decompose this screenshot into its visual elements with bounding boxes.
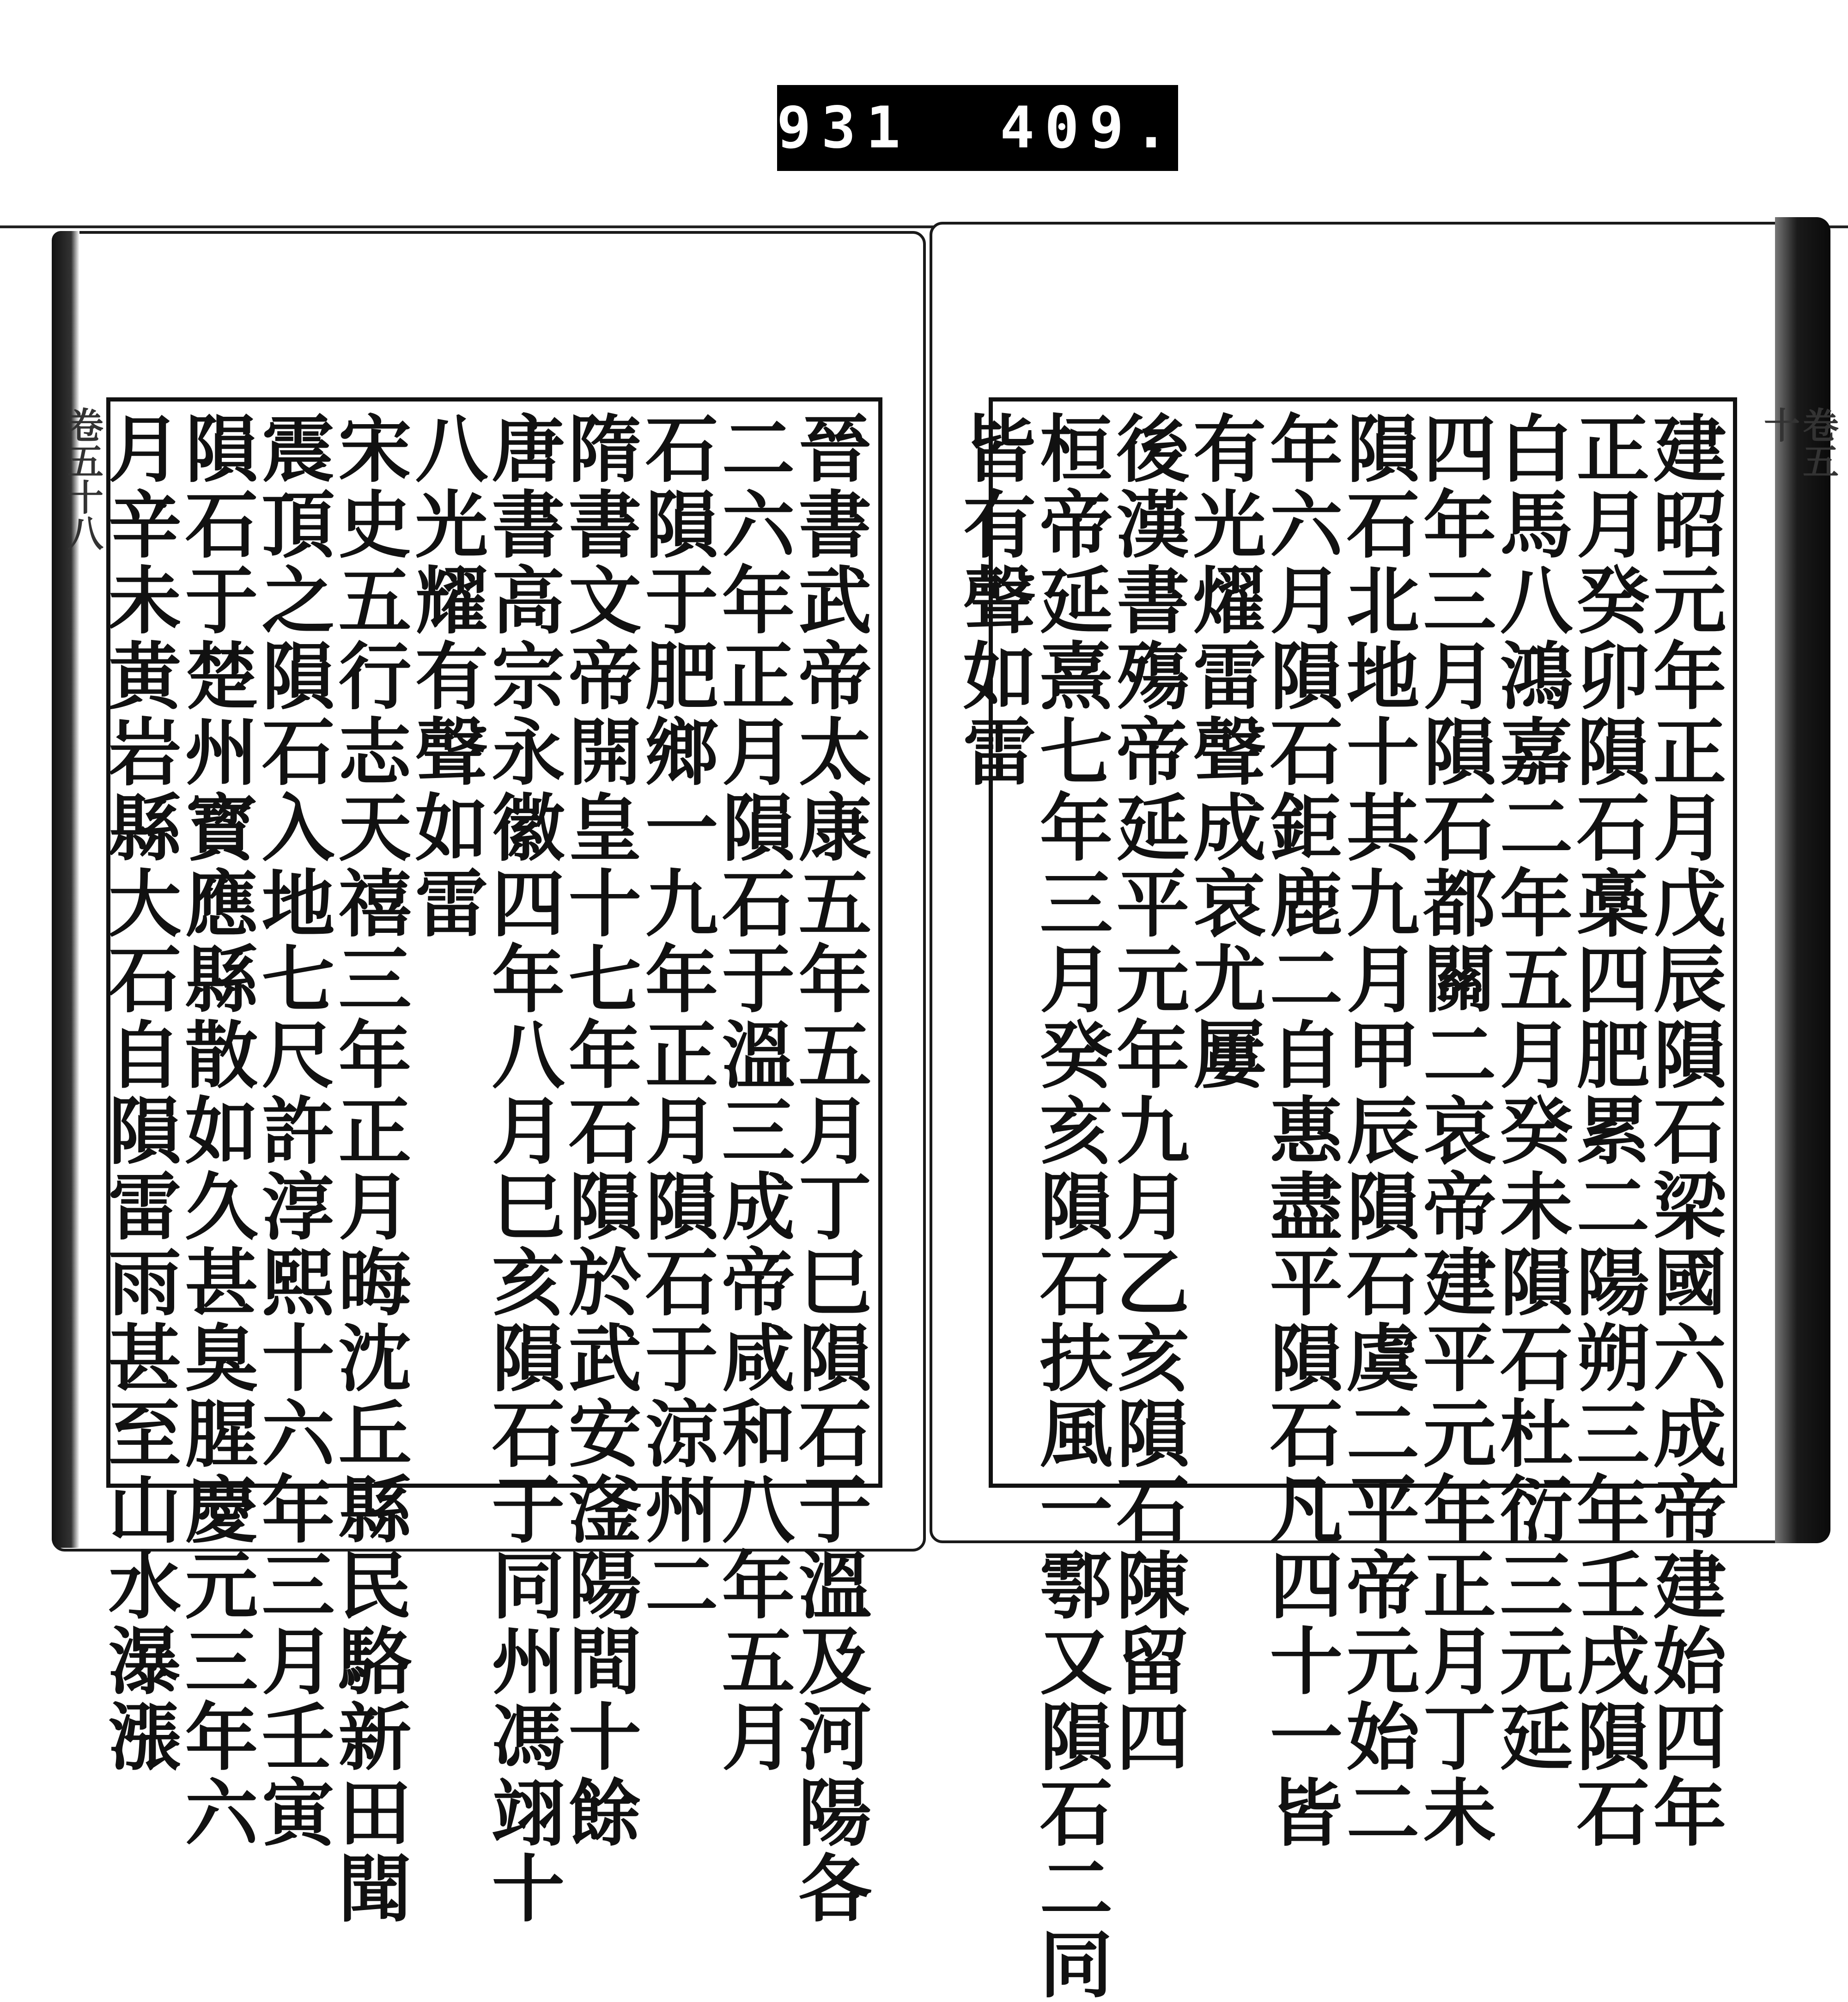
right-margin-heading: 卷五十	[1758, 407, 1839, 479]
catalogue-number: 931 409.	[777, 95, 1179, 161]
text-column: 年六月隕石鉅鹿二自惠盡平隕石凡四十一皆	[1258, 411, 1343, 1850]
text-column: 隋書文帝開皇十七年石隕於武安滏陽間十餘	[556, 411, 642, 1850]
right-text-frame	[951, 397, 1737, 2002]
text-column: 二六年正月隕石于溫三成帝咸和八年五月	[710, 411, 795, 1775]
text-column: 建昭元年正月戊辰隕石梁國六成帝建始四年	[1641, 411, 1726, 1850]
text-column: 有光燿雷聲成哀尤屢	[1181, 411, 1266, 1093]
text-column: 月辛未黄岩縣大石自隕雷雨甚至山水瀑漲	[96, 411, 182, 1775]
text-column: 後漢書殤帝延平元年九月乙亥隕石陳留四	[1104, 411, 1190, 1775]
text-column: 八光耀有聲如雷	[403, 411, 488, 941]
text-column: 石隕于肥鄉一九年正月隕石于涼州二	[633, 411, 718, 1623]
text-column: 震頂之隕石入地七尺許淳熙十六年三月壬寅	[249, 411, 335, 1850]
text-column: 桓帝延熹七年三月癸亥隕石扶風一鄠又隕石二同	[1027, 411, 1113, 2002]
text-column: 正月癸卯隕石槀四肥累二陽朔三年壬戌隕石	[1564, 411, 1650, 1850]
right-columns	[951, 411, 1726, 2002]
text-column: 宋史五行志天禧三年正月晦沈丘縣民駱新田聞	[326, 411, 412, 1926]
text-column: 隕石于楚州寳應縣散如久甚臭腥慶元三年六	[173, 411, 258, 1850]
catalogue-label	[777, 85, 1178, 171]
text-column: 四年三月隕石都關二哀帝建平元年正月丁未	[1411, 411, 1496, 1850]
text-column: 皆有聲如雷	[951, 411, 1036, 790]
left-margin-heading: 卷五十八	[61, 407, 103, 551]
text-column: 白馬八鴻嘉二年五月癸未隕石杜衍三元延	[1488, 411, 1573, 1775]
text-column: 隕石北地十其九月甲辰隕石虞二平帝元始二	[1334, 411, 1420, 1850]
left-columns	[96, 411, 872, 1926]
text-column: 晉書武帝太康五年五月丁巳隕石于溫及河陽各	[786, 411, 872, 1926]
left-text-frame	[96, 397, 882, 1926]
text-column: 唐書高宗永徽四年八月巳亥隕石于同州馮翊十	[480, 411, 565, 1926]
